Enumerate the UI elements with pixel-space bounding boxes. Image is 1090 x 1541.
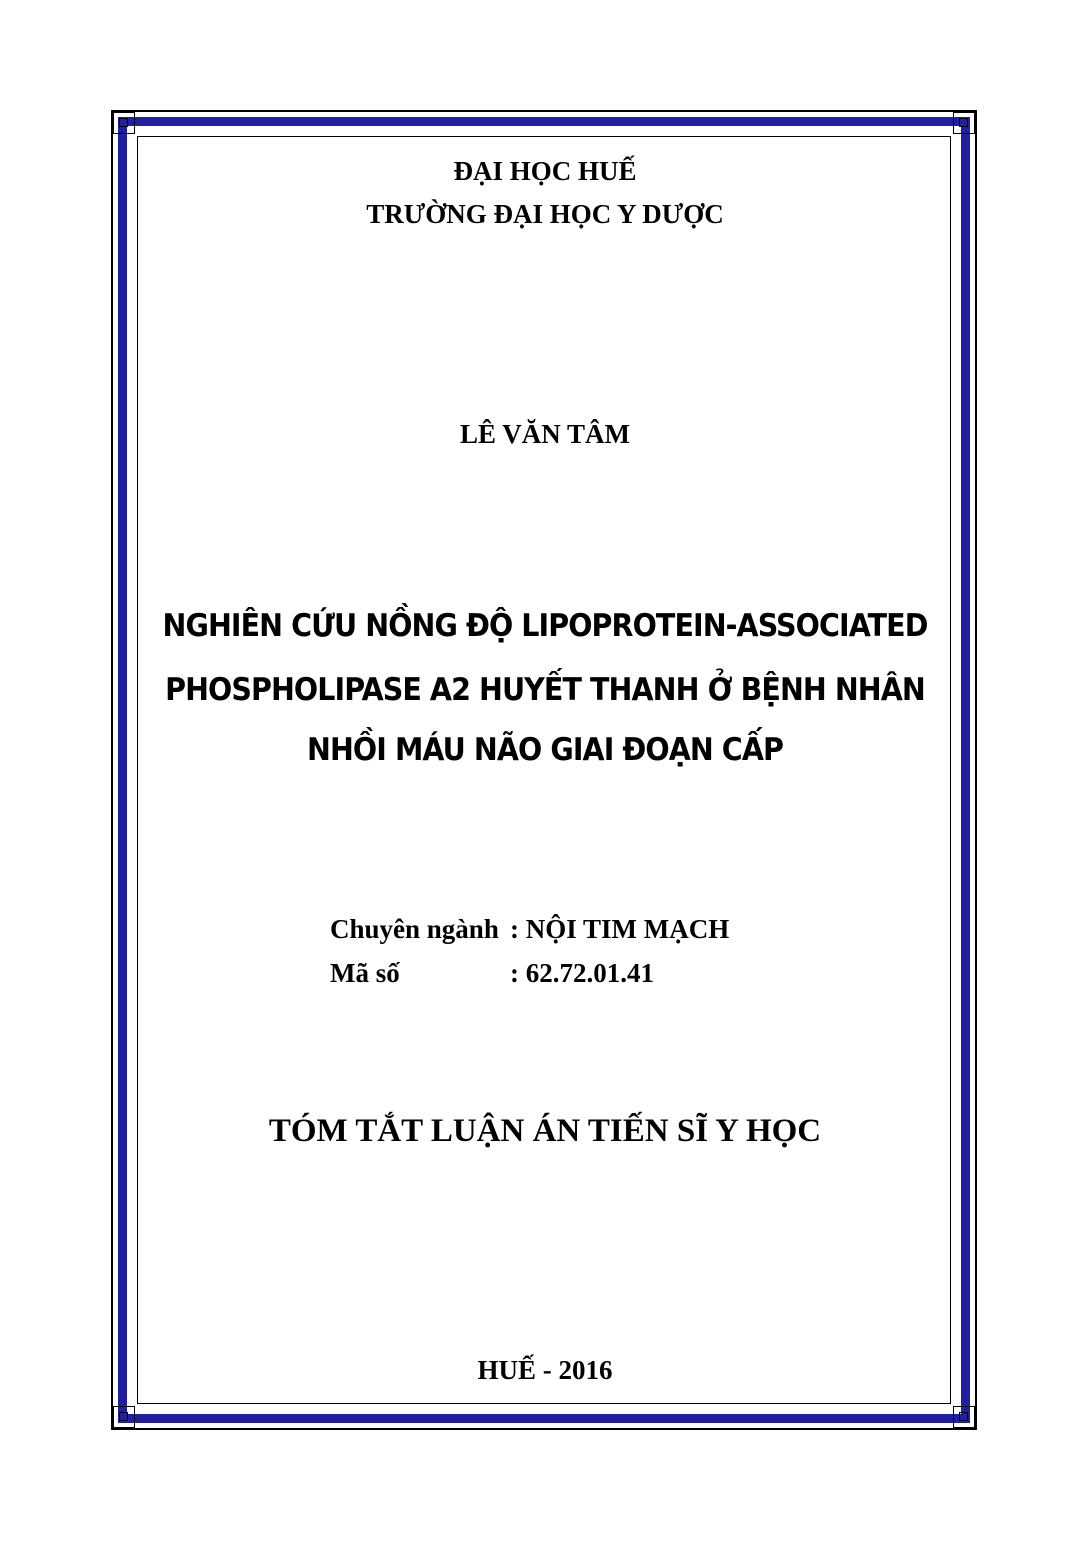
corner-ornament-bottom-left [113, 1406, 135, 1428]
document-type: TÓM TẮT LUẬN ÁN TIẾN SĨ Y HỌC [268, 1113, 822, 1149]
code-label: Mã số [330, 958, 400, 988]
code-value: : 62.72.01.41 [510, 958, 654, 988]
code-row [330, 958, 654, 989]
specialty-label: Chuyên ngành [330, 914, 499, 944]
corner-ornament-bottom-right [953, 1406, 975, 1428]
thesis-title-line-1: NGHIÊN CỨU NỒNG ĐỘ LIPOPROTEIN-ASSOCIATED [162, 608, 928, 644]
school-name: TRƯỜNG ĐẠI HỌC Y DƯỢC [366, 199, 724, 229]
corner-ornament-top-right [953, 112, 975, 134]
frame-inner-border [137, 136, 951, 1404]
thesis-title-line-2: PHOSPHOLIPASE A2 HUYẾT THANH Ở BỆNH NHÂN [165, 672, 925, 708]
thesis-title-line-3: NHỒI MÁU NÃO GIAI ĐOẠN CẤP [307, 732, 783, 768]
place-year: HUẾ - 2016 [477, 1355, 613, 1385]
university-name: ĐẠI HỌC HUẾ [453, 156, 637, 186]
author-name: LÊ VĂN TÂM [459, 419, 631, 449]
specialty-value: : NỘI TIM MẠCH [510, 914, 730, 944]
corner-ornament-top-left [113, 112, 135, 134]
specialty-row [330, 914, 729, 945]
